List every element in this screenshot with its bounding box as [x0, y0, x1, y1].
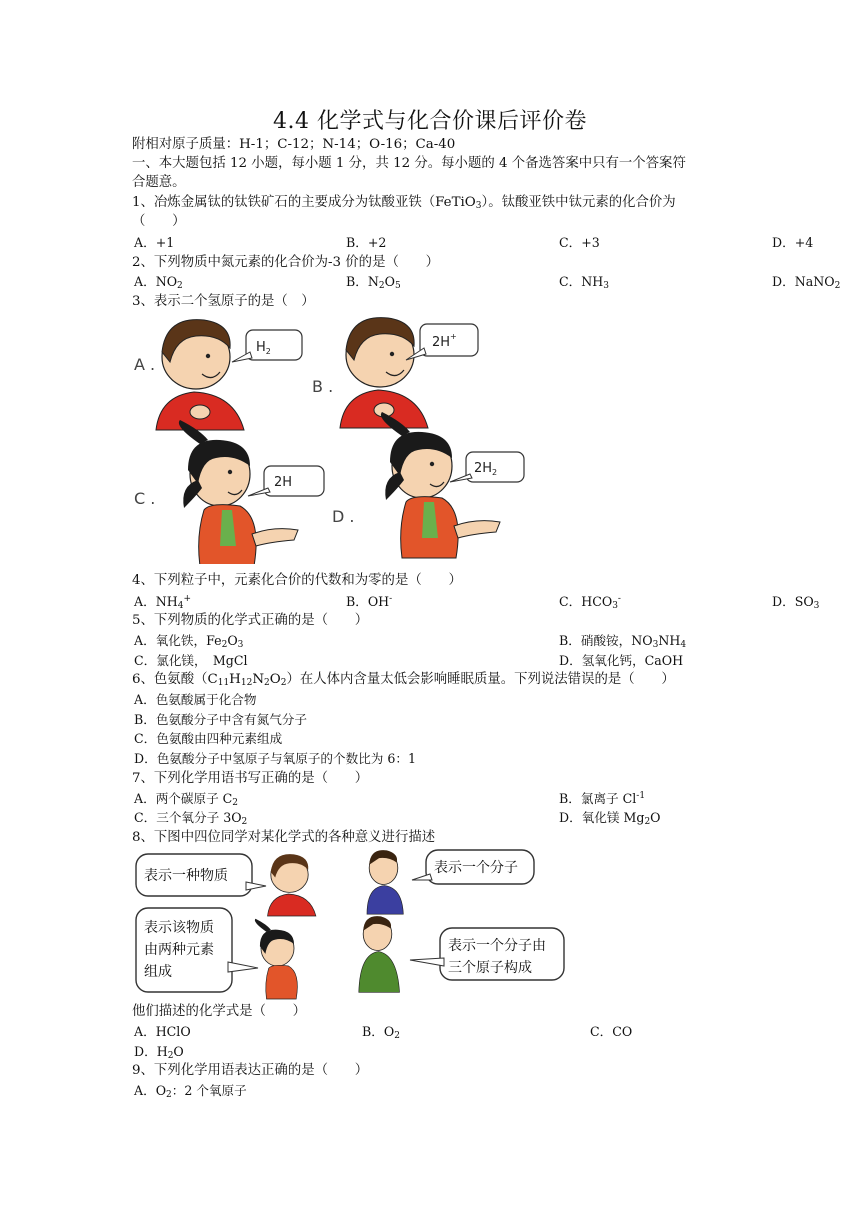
q8-option-b: B．$O_2$ — [362, 1024, 400, 1041]
q8-bubble-elements-l2: 由两种元素 — [144, 942, 214, 958]
q8-option-a: A．HClO — [134, 1024, 191, 1039]
q1-option-c: C．+3 — [559, 235, 600, 250]
q6-option-d: D．色氨酸分子中氢原子与氧原子的个数比为 6：1 — [134, 751, 417, 766]
question-1-paren: （ ） — [132, 214, 186, 229]
question-9-stem: 9、下列化学用语表达正确的是（ ） — [132, 1063, 369, 1078]
q5-option-d: D．氢氧化钙，CaOH — [559, 653, 684, 668]
q6-option-c: C．色氨酸由四种元素组成 — [134, 731, 283, 746]
question-8-after: 他们描述的化学式是（ ） — [132, 1004, 307, 1019]
atomic-mass-note: 附相对原子质量：H-1；C-12；N-14；O-16；Ca-40 — [132, 137, 456, 152]
q8-bubble-molecule: 表示一个分子 — [434, 860, 518, 876]
q8-bubble-atoms-l2: 三个原子构成 — [448, 960, 532, 976]
q7-option-d: D．氧化镁 $Mg_2O$ — [559, 810, 661, 827]
q1-option-a: A．+1 — [134, 235, 175, 250]
q6-option-a: A．色氨酸属于化合物 — [134, 692, 257, 707]
question-4-stem: 4、下列粒子中，元素化合价的代数和为零的是（ ） — [132, 573, 462, 588]
q4-option-a: A．$NH_4^+$ — [134, 594, 191, 611]
q2-option-d: D．NaNO$_2$ — [772, 274, 841, 291]
q3-label-a: A . — [134, 355, 156, 374]
q3-bubble-a: $H_2$ — [256, 340, 271, 356]
question-5-stem: 5、下列物质的化学式正确的是（ ） — [132, 613, 369, 628]
q3-bubble-d: $2H_2$ — [474, 461, 498, 477]
q2-option-a: A．$NO_2$ — [134, 274, 183, 291]
q5-option-b: B．硝酸铵，$NO_3NH_4$ — [559, 633, 687, 650]
q8-option-c: C．CO — [590, 1024, 633, 1039]
q3-label-c: C . — [134, 489, 156, 508]
q5-option-a: A．氧化铁，$Fe_2O_3$ — [134, 633, 244, 650]
q1-option-d: D．+4 — [772, 235, 814, 250]
section-instruction-cont: 合题意。 — [132, 175, 186, 190]
q8-option-d: D．$H_2O$ — [134, 1044, 184, 1061]
q3-label-d: D . — [332, 507, 355, 526]
q4-option-b: B．OH- — [346, 594, 393, 609]
q2-option-b: B．$N_2O_5$ — [346, 274, 401, 291]
q8-figure — [128, 846, 568, 1002]
q6-option-b: B．色氨酸分子中含有氮气分子 — [134, 712, 307, 727]
page-title: 4.4 化学式与化合价课后评价卷 — [273, 109, 587, 134]
q2-option-c: C．$NH_3$ — [559, 274, 609, 291]
q4-option-c: C．$HCO_3^-$ — [559, 594, 621, 611]
q3-bubble-c: 2H — [274, 475, 293, 490]
question-2-stem: 2、下列物质中氮元素的化合价为-3 价的是（ ） — [132, 255, 440, 270]
q9-option-a: A．$O_2$：2 个氧原子 — [134, 1083, 247, 1100]
q1-option-b: B．+2 — [346, 235, 387, 250]
q8-bubble-substance: 表示一种物质 — [144, 868, 228, 884]
q5-option-c: C．氯化镁， MgCl — [134, 653, 248, 668]
section-instruction: 一、本大题包括 12 小题，每小题 1 分，共 12 分。每小题的 4 个备选答案中只有一个答案符 — [132, 156, 686, 171]
q4-option-d: D．$SO_3$ — [772, 594, 820, 611]
q7-option-b: B．氯离子 $Cl^{-1}$ — [559, 791, 646, 806]
q7-option-a: A．两个碳原子 $C_2$ — [134, 791, 239, 808]
question-1-stem: 1、冶炼金属钛的钛铁矿石的主要成分为钛酸亚铁（FeTiO$_3$）。钛酸亚铁中钛元素的化合价为 — [132, 195, 676, 211]
q8-bubble-atoms-l1: 表示一个分子由 — [448, 938, 546, 954]
question-8-stem: 8、下图中四位同学对某化学式的各种意义进行描述 — [132, 830, 436, 845]
q7-option-c: C．三个氧分子 $3O_2$ — [134, 810, 248, 827]
question-3-stem: 3、表示二个氢原子的是（ ） — [132, 294, 315, 309]
q8-bubble-elements-l3: 组成 — [144, 964, 172, 980]
q3-figure — [128, 314, 548, 564]
q8-bubble-elements-l1: 表示该物质 — [144, 920, 214, 936]
question-6-stem: 6、色氨酸$(C_{11}H_{12}N_2O_2)$在人体内含量太低会影响睡眠质量。下列说法错误的是（ ） — [132, 672, 675, 688]
q3-bubble-b: 2H+ — [432, 332, 457, 350]
q3-label-b: B . — [312, 377, 334, 396]
question-7-stem: 7、下列化学用语书写正确的是（ ） — [132, 771, 369, 786]
